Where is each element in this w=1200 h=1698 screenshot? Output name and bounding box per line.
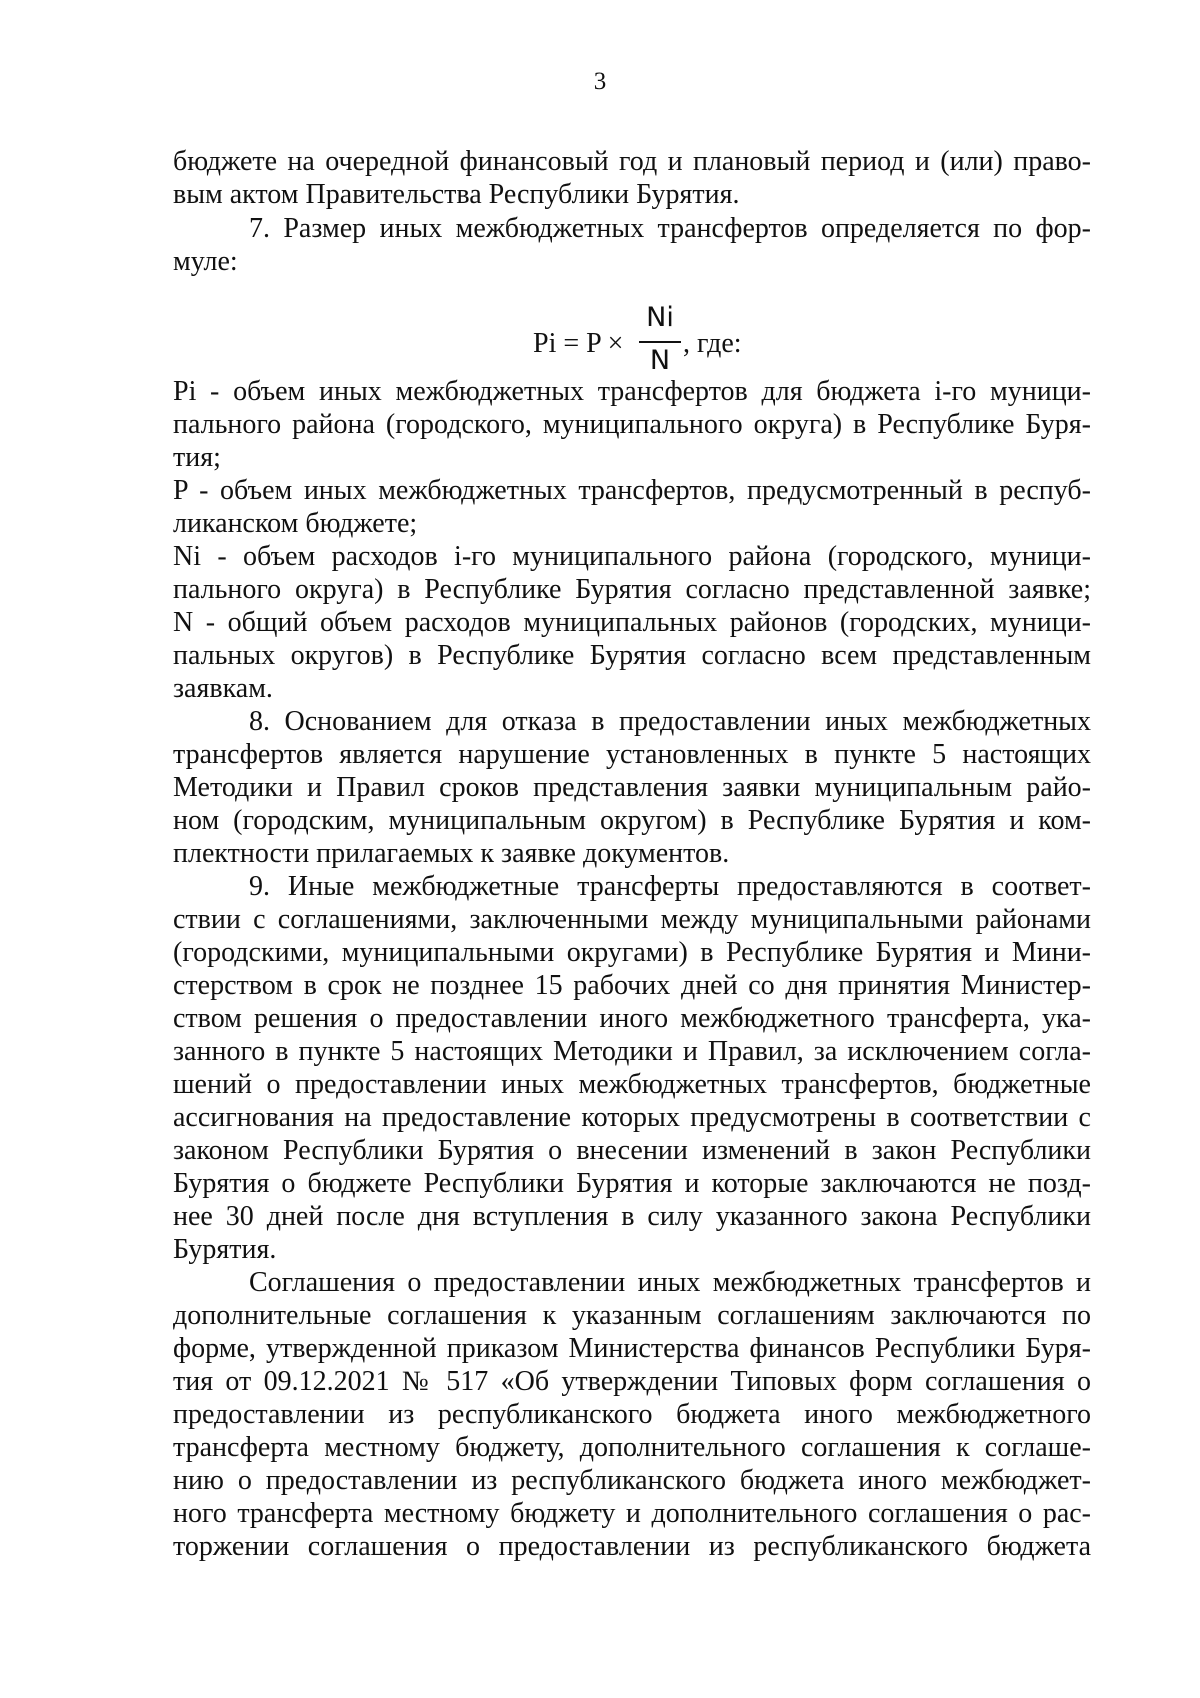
paragraph-line: предоставлении из республиканского бюджета иного межбюджетного	[173, 1399, 1091, 1430]
paragraph-line: тия от 09.12.2021 № 517 «Об утверждении Типовых форм соглашения о	[173, 1366, 1091, 1397]
formula-lhs: Pi = P ×	[533, 328, 624, 359]
paragraph-line: муле:	[173, 246, 238, 277]
paragraph-line: 8. Основанием для отказа в предоставлении иных межбюджетных	[249, 706, 1091, 737]
definition-line: Pi - объем иных межбюджетных трансфертов для бюджета i-го муници-	[173, 376, 1091, 407]
paragraph-line: ством решения о предоставлении иного межбюджетного трансферта, ука-	[173, 1003, 1091, 1034]
paragraph-line: занного в пункте 5 настоящих Методики и Правил, за исключением согла-	[173, 1036, 1091, 1067]
formula-numerator: Ni	[646, 302, 674, 333]
page-number: 3	[593, 68, 607, 95]
paragraph-line: ного трансферта местному бюджету и дополнительного соглашения о рас-	[173, 1498, 1091, 1529]
definition-line: ликанском бюджете;	[173, 508, 418, 539]
definition-line: Ni - объем расходов i-го муниципального района (городского, муници-	[173, 541, 1091, 572]
paragraph-line: плектности прилагаемых к заявке документов.	[173, 838, 730, 869]
formula-fraction	[637, 302, 683, 382]
paragraph-line: ном (городским, муниципальным округом) в Республике Бурятия и ком-	[173, 805, 1091, 836]
fraction-bar	[639, 341, 681, 343]
paragraph-line: (городскими, муниципальными округами) в Республике Бурятия и Мини-	[173, 937, 1091, 968]
formula-suffix: , где:	[683, 328, 742, 359]
paragraph-line: бюджете на очередной финансовый год и плановый период и (или) право-	[173, 146, 1091, 177]
definition-line: P - объем иных межбюджетных трансфертов, предусмотренный в респуб-	[173, 475, 1091, 506]
paragraph-line: Методики и Правил сроков представления заявки муниципальным райо-	[173, 772, 1091, 803]
definition-line: тия;	[173, 442, 221, 473]
paragraph-line: ствии с соглашениями, заключенными между муниципальными районами	[173, 904, 1091, 935]
paragraph-line: Бурятия.	[173, 1234, 277, 1265]
definition-line: заявкам.	[173, 673, 273, 704]
paragraph-line: вым актом Правительства Республики Бурятия.	[173, 179, 740, 210]
paragraph-line: торжении соглашения о предоставлении из республиканского бюджета	[173, 1531, 1091, 1562]
paragraph-line: нее 30 дней после дня вступления в силу указанного закона Республики	[173, 1201, 1091, 1232]
formula-denominator: N	[649, 345, 671, 376]
paragraph-line: законом Республики Бурятия о внесении изменений в закон Республики	[173, 1135, 1091, 1166]
definition-line: пального района (городского, муниципального округа) в Республике Буря-	[173, 409, 1091, 440]
paragraph-line: форме, утвержденной приказом Министерства финансов Республики Буря-	[173, 1333, 1091, 1364]
paragraph-line: трансфертов является нарушение установленных в пункте 5 настоящих	[173, 739, 1091, 770]
definition-line: пального округа) в Республике Бурятия согласно представленной заявке;	[173, 574, 1091, 605]
definition-line: N - общий объем расходов муниципальных районов (городских, муници-	[173, 607, 1091, 638]
paragraph-line: стерством в срок не позднее 15 рабочих дней со дня принятия Министер-	[173, 970, 1091, 1001]
paragraph-line: 9. Иные межбюджетные трансферты предоставляются в соответ-	[249, 871, 1091, 902]
paragraph-line: Соглашения о предоставлении иных межбюджетных трансфертов и	[249, 1267, 1091, 1298]
paragraph-line: трансферта местному бюджету, дополнительного соглашения к соглаше-	[173, 1432, 1091, 1463]
paragraph-line: Бурятия о бюджете Республики Бурятия и которые заключаются не позд-	[173, 1168, 1091, 1199]
paragraph-line: нию о предоставлении из республиканского бюджета иного межбюджет-	[173, 1465, 1091, 1496]
paragraph-line: шений о предоставлении иных межбюджетных трансфертов, бюджетные	[173, 1069, 1091, 1100]
definition-line: пальных округов) в Республике Бурятия согласно всем представленным	[173, 640, 1091, 671]
paragraph-line: 7. Размер иных межбюджетных трансфертов определяется по фор-	[249, 213, 1091, 244]
paragraph-line: ассигнования на предоставление которых предусмотрены в соответствии с	[173, 1102, 1091, 1133]
paragraph-line: дополнительные соглашения к указанным соглашениям заключаются по	[173, 1300, 1091, 1331]
